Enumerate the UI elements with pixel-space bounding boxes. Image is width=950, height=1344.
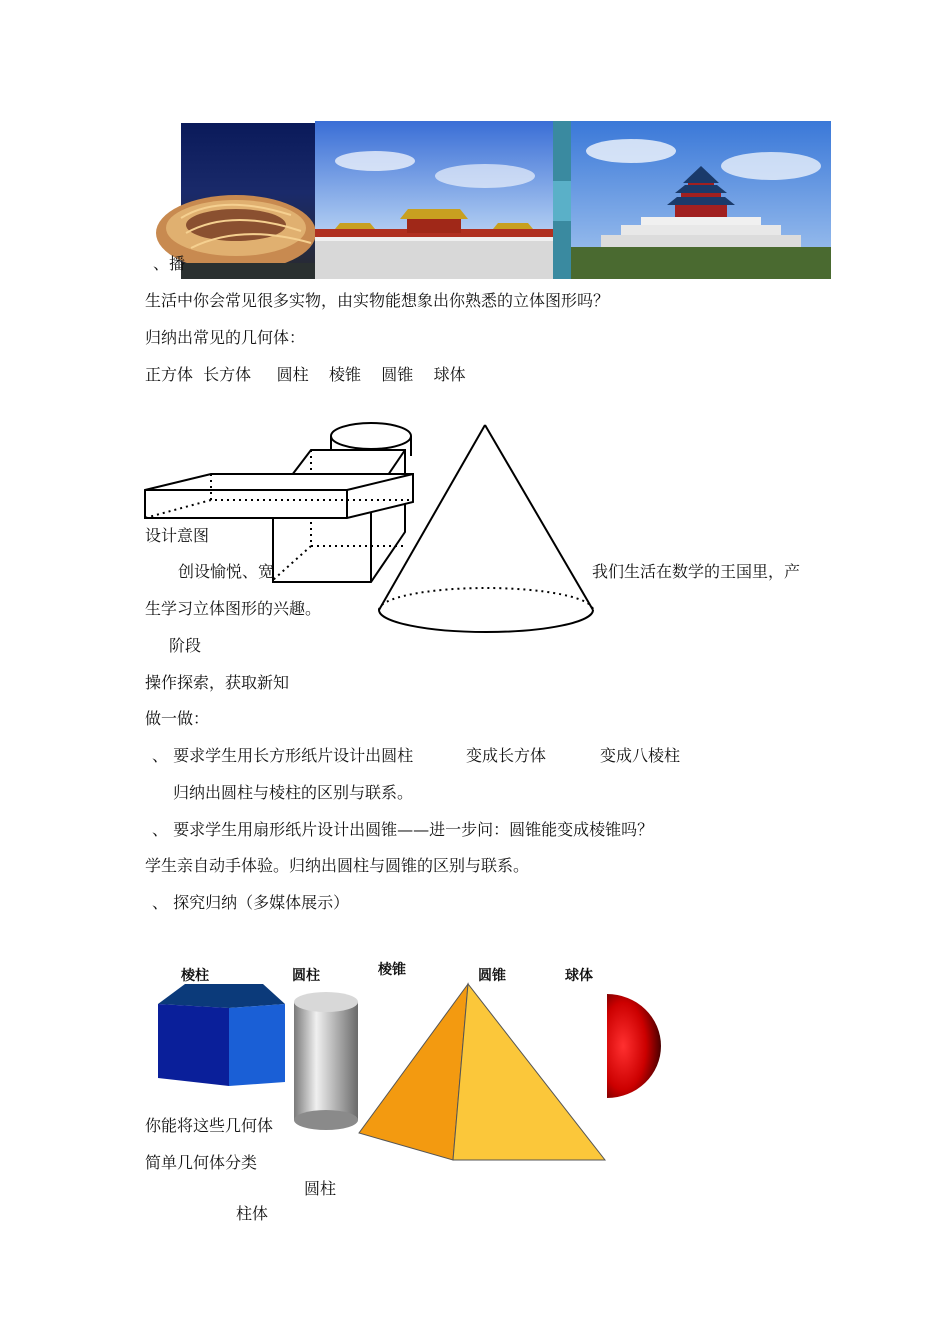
do-it-label: 做一做：	[145, 709, 210, 728]
label-cone: 圆锥	[478, 968, 506, 984]
cylinder-top	[294, 992, 358, 1012]
paragraph-summary: 归纳出常见的几何体：	[145, 328, 306, 347]
colored-solids	[155, 978, 675, 1168]
item1-summary: 归纳出圆柱与棱柱的区别与联系。	[173, 783, 414, 802]
paragraph-real-objects: 生活中你会常见很多实物，由实物能想象出你熟悉的立体图形吗？	[145, 291, 610, 310]
tree-cylinder: 圆柱	[304, 1179, 337, 1198]
photo-birds-nest	[181, 123, 321, 281]
prism-front	[158, 1004, 229, 1086]
item2-text: 、 要求学生用扇形纸片设计出圆锥——进一步问：圆锥能变成棱锥吗？	[152, 820, 654, 839]
prism-side	[229, 1004, 285, 1086]
stage-title: 操作探索，获取新知	[145, 673, 290, 692]
label-prism: 棱柱	[181, 968, 209, 984]
photo-water-strip	[553, 121, 571, 279]
label-cylinder: 圆柱	[292, 968, 320, 984]
sphere-icon	[607, 994, 661, 1098]
design-text-a: 创设愉悦、宽	[178, 562, 275, 581]
pyramid-right-face	[453, 984, 605, 1160]
design-heading: 设计意图	[145, 526, 210, 545]
cylinder-top-outline	[331, 423, 411, 449]
stage-label: 阶段	[169, 636, 202, 655]
item3-text: 、 探究归纳（多媒体展示）	[152, 893, 350, 912]
photo-forbidden-city	[315, 121, 553, 279]
design-text-b: 我们生活在数学的王国里，产	[592, 562, 801, 581]
simple-classification: 简单几何体分类	[145, 1153, 258, 1172]
prism-top	[158, 984, 285, 1008]
design-text-c: 生学习立体图形的兴趣。	[145, 599, 322, 618]
shapes-list: 正方体 长方体 圆柱 棱锥 圆锥 球体	[145, 365, 466, 384]
item1-cuboid: 变成长方体	[466, 746, 547, 765]
label-sphere: 球体	[565, 968, 593, 984]
tree-prism-body: 柱体	[236, 1204, 269, 1223]
item1-octagonal-prism: 变成八棱柱	[600, 746, 681, 765]
long-prism-outline	[145, 474, 413, 518]
item2-summary: 学生亲自动手体验。归纳出圆柱与圆锥的区别与联系。	[145, 856, 530, 875]
intro-fragment: 、播	[153, 254, 186, 273]
question-classify: 你能将这些几何体	[145, 1116, 273, 1135]
cylinder-body	[294, 1002, 358, 1120]
photo-banner	[181, 121, 831, 279]
item1-text: 、 要求学生用长方形纸片设计出圆柱	[152, 746, 414, 765]
photo-temple-of-heaven	[571, 121, 831, 279]
label-pyramid: 棱锥	[378, 962, 406, 978]
pyramid-left-face	[359, 984, 468, 1160]
